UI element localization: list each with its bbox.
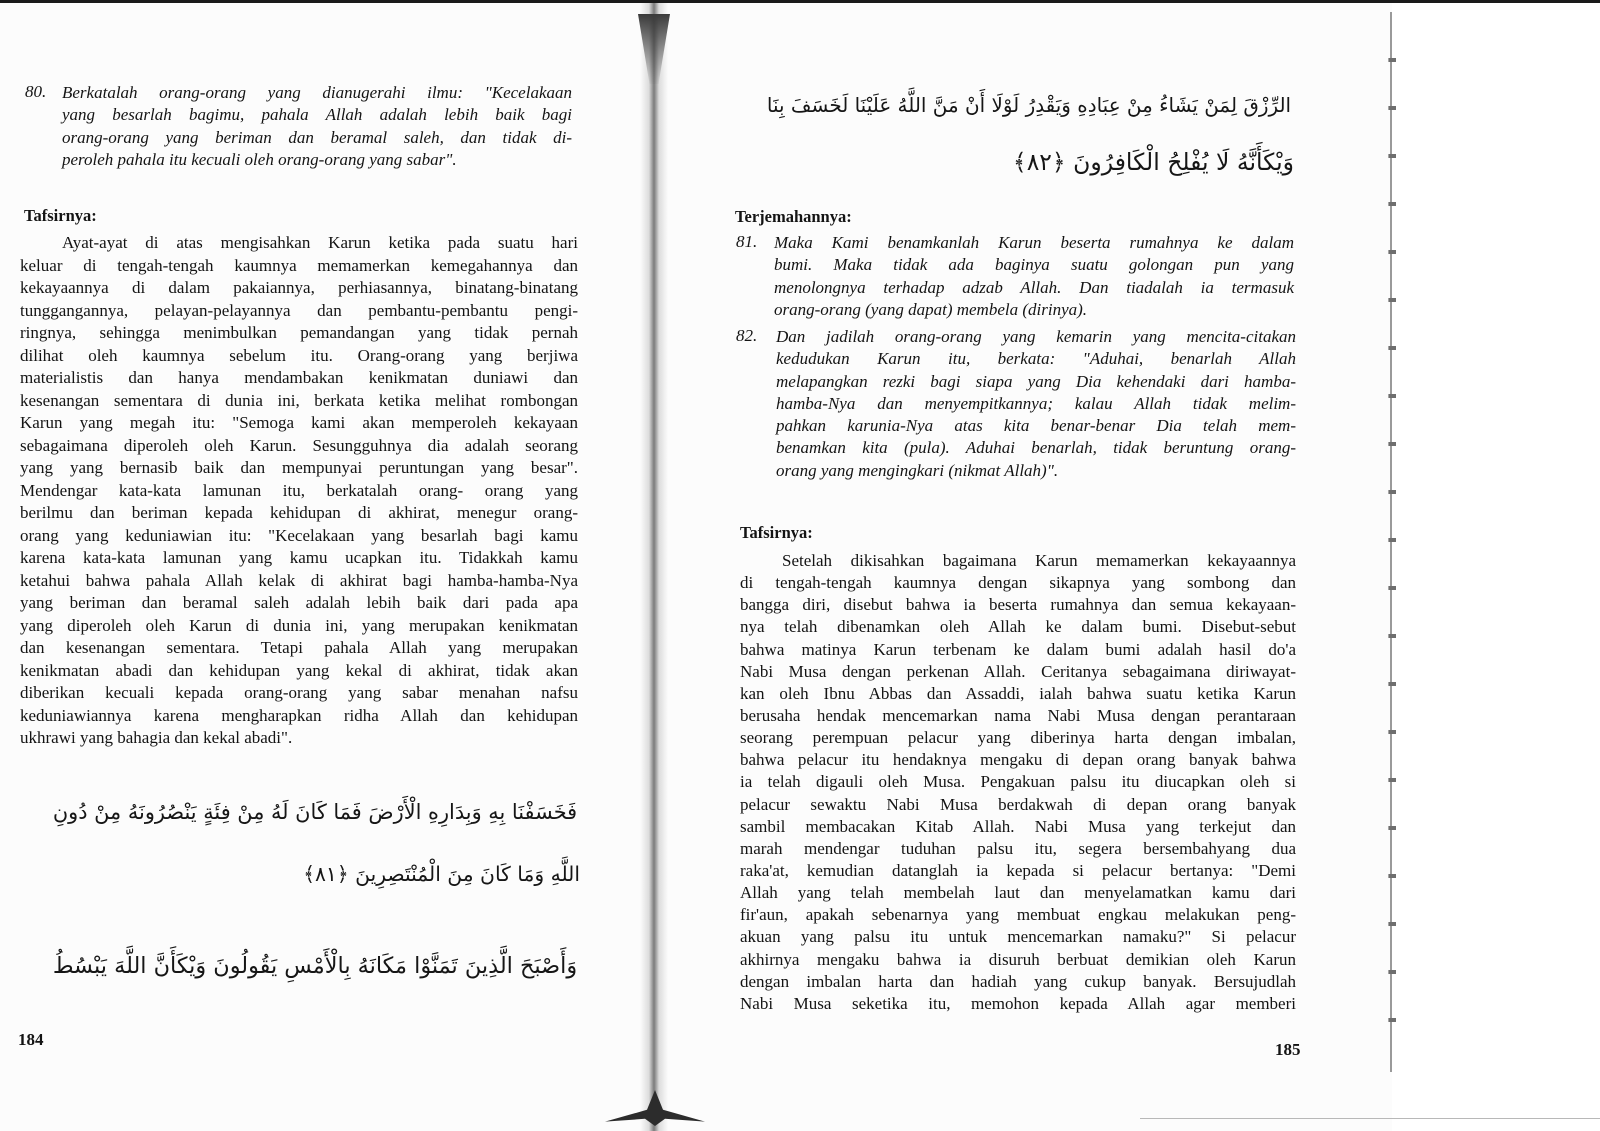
left-tafsir-body (20, 232, 578, 750)
tafsir-line: bahwa matinya Karun terbenam ke dalam bumi adalah hasil do'a (740, 639, 1296, 659)
tafsir-line: tunggangannya, pelayan-pelayannya dan pembantu-pembantu pengi- (20, 300, 578, 320)
tafsir-line: ia telah digauli oleh Musa. Pengakuan palsu itu diucapkan oleh si (740, 772, 1296, 792)
tafsir-line: di tengah-tengah kaumnya dengan sikapnya yang sombong dan (740, 573, 1296, 593)
tafsir-line: keduniawiannya karena mengharapkan ridha Allah dan kehidupan (20, 705, 578, 725)
tafsir-line: sebagaimana diperoleh oleh Karun. Sesungguhnya dia adalah seorang (20, 435, 578, 455)
right-tafsir-body (740, 550, 1296, 1015)
verse-80-line: orang-orang yang beriman dan beramal saleh, dan tidak di- (62, 127, 572, 147)
verse-81-line: Maka Kami benamkanlah Karun beserta rumahnya ke dalam (774, 233, 1294, 252)
tafsir-line: raka'at, kemudian datanglah ia kepada si pelacur bertanya: "Demi (740, 860, 1296, 880)
tafsir-line: fir'aun, apakah sebenarnya yang membuat engkau melakukan peng- (740, 905, 1296, 925)
tafsir-line: dengan imbalan harta dan hadiah yang cukup banyak. Bersujudlah (740, 971, 1296, 991)
tafsir-line: karena kata-kata lamunan yang kamu ucapkan itu. Tidakkah kamu (20, 548, 578, 567)
tafsir-line: yang yang bernasib baik dan mempunyai peruntungan yang besar". (20, 458, 578, 477)
tafsir-line: yang beriman dan beramal saleh adalah lebih baik dari pada apa (20, 593, 578, 612)
verse-81-line: orang-orang (yang dapat) membela (dirinya). (774, 299, 1088, 319)
tafsir-line: Mendengar kata-kata lamunan itu, berkatalah orang- orang yang (20, 480, 578, 500)
tafsir-line: Allah yang telah membelah laut dan menyelamatkan kamu dari (740, 883, 1296, 903)
tafsir-line: bahwa pelacur itu hendaknya mengaku di depan orang banyak bahwa (740, 750, 1296, 770)
arabic-verse-82-line-2: الرِّزْقَ لِمَنْ يَشَاءُ مِنْ عِبَادِهِ وَيَقْدِرُ لَوْلَا أَنْ مَنَّ اللَّهُ عَلَيْنَا لَخَسَفَ بِنَا (766, 93, 1292, 117)
verse-80-number: 80. (25, 82, 47, 101)
tafsir-line: diberikan kecuali kepada orang-orang yang sabar menahan nafsu (20, 683, 578, 702)
page-number-left: 184 (18, 1030, 44, 1049)
tafsir-line: materialistis dan hanya mendambakan kenikmatan duniawi dan (20, 368, 578, 387)
tafsir-line: sambil membacakan Kitab Allah. Nabi Musa yang terkejut dan (740, 816, 1296, 836)
tafsir-line: marah mendengar tuduhan palsu itu, segera bersembahyang dua (740, 838, 1296, 858)
verse-81-line: menolongnya terhadap adzab Allah. Dan tiadalah ia termasuk (774, 277, 1294, 297)
verse-81-translation (774, 232, 1294, 321)
tafsir-line: dilihat oleh kaumnya sebelum itu. Orang-orang yang berjiwa (20, 345, 578, 365)
terjemahan-heading: Terjemahannya: (735, 207, 852, 226)
tafsir-line: bangga diri, disebut bahwa ia beserta rumahnya dan semua kekayaan- (740, 595, 1296, 615)
scan-bottom-edge (1140, 1118, 1600, 1119)
tafsir-line: orang yang keduniawian itu: "Kecelakaan yang besarlah bagi kamu (20, 525, 578, 545)
verse-82-line: benamkan kita (pula). Aduhai benarlah, tidak beruntung orang- (776, 438, 1296, 458)
arabic-verse-81-line-1: فَخَسَفْنَا بِهِ وَبِدَارِهِ الْأَرْضَ فَمَا كَانَ لَهُ مِنْ فِئَةٍ يَنْصُرُونَهُ مِنْ دُونِ (52, 800, 578, 824)
verse-82-line: orang yang mengingkari (nikmat Allah)". (776, 460, 1059, 480)
tafsir-line: ketahui bahwa pahala Allah kelak di akhirat bagi hamba-hamba-Nya (20, 570, 578, 590)
tafsir-line: nya telah dibenamkan oleh Allah ke dalam bumi. Disebut-sebut (740, 617, 1296, 637)
arabic-verse-82-line-1: وَأَصْبَحَ الَّذِينَ تَمَنَّوْا مَكَانَهُ بِالْأَمْسِ يَقُولُونَ وَيْكَأَنَّ اللَّهَ يَبْسُطُ (52, 953, 578, 979)
tafsir-line: Nabi Musa seketika itu, memohon kepada Allah agar memberi (740, 993, 1296, 1013)
verse-82-line: hamba-Nya dan menyempitkannya; kalau Allah tidak melim- (776, 393, 1296, 413)
verse-80-line: yang besarlah bagimu, pahala Allah adalah lebih baik bagi (62, 105, 572, 125)
verse-82-number: 82. (736, 326, 758, 345)
tafsir-line: akhirnya mengaku bahwa ia disuruh berbuat demikian oleh Karun (740, 949, 1296, 969)
verse-82-line: melapangkan rezki bagi siapa yang Dia kehendaki dari hamba- (776, 371, 1296, 391)
tafsir-line: Nabi Musa dengan perkenan Allah. Ceritanya sebagaimana diriwayat- (740, 661, 1296, 681)
left-tafsir-heading: Tafsirnya: (24, 206, 97, 225)
verse-82-line: Dan jadilah orang-orang yang kemarin yang mencita-citakan (776, 327, 1296, 346)
verse-81-number: 81. (736, 232, 758, 251)
tafsir-line: kenikmatan abadi dan kehidupan yang kekal di akhirat, tidak akan (20, 660, 578, 680)
verse-80-line: Berkatalah orang-orang yang dianugerahi ilmu: "Kecelakaan (62, 83, 572, 102)
page-number-right: 185 (1275, 1040, 1301, 1059)
verse-82-translation (776, 326, 1296, 482)
tafsir-line: berilmu dan beriman kepada kehidupan di akhirat, menegur orang- (20, 503, 578, 522)
arabic-verse-82-line-3: وَيْكَأَنَّهُ لَا يُفْلِحُ الْكَافِرُونَ ﴿٨٢﴾ (1012, 148, 1294, 176)
tafsir-line: pelacur sewaktu Nabi Musa berdakwah di depan orang banyak (740, 794, 1296, 814)
scan-top-edge (0, 0, 1600, 3)
tafsir-line: seorang perempuan pelacur yang diberinya harta dengan imbalan, (740, 728, 1296, 748)
tafsir-line: dan kesenangan sementara. Tetapi pahala Allah yang merupakan (20, 638, 578, 657)
tafsir-line: Karun yang megah itu: "Semoga kami akan memperoleh kekayaan (20, 413, 578, 432)
verse-80-line: peroleh pahala itu kecuali oleh orang-orang yang sabar". (62, 149, 457, 169)
verse-80-translation (62, 82, 572, 171)
book-gutter (640, 0, 668, 1131)
tafsir-line: kan oleh Ibnu Abbas dan Assaddi, ialah bahwa suatu ketika Karun (740, 683, 1296, 703)
verse-82-line: kedudukan Karun itu, berkata: "Aduhai, benarlah Allah (776, 349, 1296, 369)
verse-82-line: pahkan karunia-Nya atas kita benar-benar Dia telah mem- (776, 416, 1296, 436)
tafsir-line: yang diperoleh oleh Karun di dunia ini, yang merupakan kenikmatan (20, 615, 578, 635)
tafsir-line: keluar di tengah-tengah kaumnya memamerkan kemegahannya dan (20, 255, 578, 275)
tafsir-line: berusaha hendak mencemarkan nama Nabi Musa dengan perantaraan (740, 705, 1296, 725)
tafsir-line: kesenangan sementara di dunia ini, berkata ketika melihat rombongan (20, 390, 578, 410)
right-tafsir-heading: Tafsirnya: (740, 523, 813, 542)
verse-81-line: bumi. Maka tidak ada baginya suatu golongan pun yang (774, 255, 1294, 275)
tafsir-line: Setelah dikisahkan bagaimana Karun memamerkan kekayaannya (782, 551, 1296, 570)
tafsir-line: ukhrawi yang bahagia dan kekal abadi". (20, 728, 293, 747)
tafsir-line: kekayaannya di dalam pakaiannya, perhiasannya, binatang-binatang (20, 278, 578, 297)
tafsir-line: akuan yang palsu itu untuk mencemarkan namaku?" Si pelacur (740, 927, 1296, 947)
arabic-verse-81-line-2: اللَّهِ وَمَا كَانَ مِنَ الْمُنْتَصِرِينَ ﴿٨١﴾ (303, 862, 580, 886)
tafsir-line: ringnya, sehingga menimbulkan pemandangan yang tidak pernah (20, 323, 578, 342)
tafsir-line: Ayat-ayat di atas mengisahkan Karun ketika pada suatu hari (62, 233, 578, 252)
